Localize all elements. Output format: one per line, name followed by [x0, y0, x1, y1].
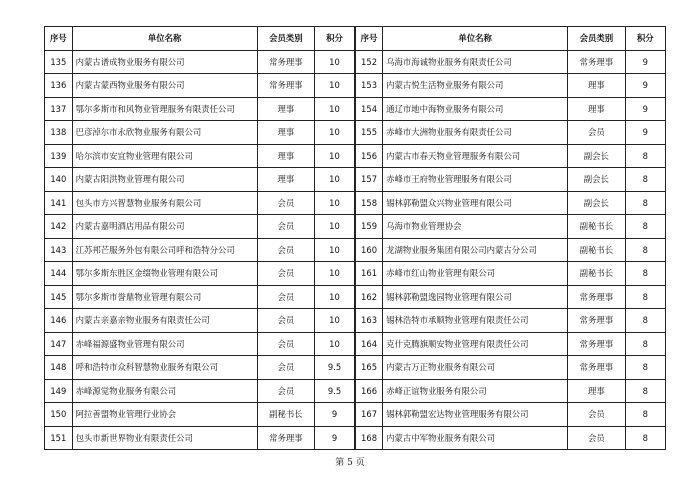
table-row — [45, 97, 666, 121]
member-type-right: 常务理事 — [568, 50, 625, 74]
member-name-right: 锡林郭勒盟逸园物业管理有限公司 — [383, 285, 568, 309]
member-no-left: 139 — [45, 144, 73, 168]
table-row — [45, 191, 666, 215]
member-score-right: 8 — [625, 215, 665, 239]
member-score-left: 10 — [315, 50, 355, 74]
member-name-left: 阿拉善盟物业管理行业协会 — [72, 403, 257, 427]
member-name-left: 内蒙古嘉明酒店用品有限公司 — [72, 215, 257, 239]
member-name-right: 内蒙古市春天物业管理服务有限公司 — [383, 144, 568, 168]
member-type-right: 副秘书长 — [568, 262, 625, 286]
table-header-row — [45, 27, 666, 51]
member-name-left: 内蒙古谱成物业服务有限公司 — [72, 50, 257, 74]
member-no-left: 151 — [45, 426, 73, 450]
member-no-right: 163 — [355, 309, 383, 333]
member-type-left: 会员 — [257, 356, 314, 380]
member-score-left: 10 — [315, 238, 355, 262]
member-name-left: 江苏邦芒服务外包有限公司呼和浩特分公司 — [72, 238, 257, 262]
member-no-left: 142 — [45, 215, 73, 239]
member-type-right: 理事 — [568, 379, 625, 403]
member-type-left: 常务理事 — [257, 50, 314, 74]
member-name-right: 锡林郭勒盟众兴物业管理有限公司 — [383, 191, 568, 215]
member-no-left: 148 — [45, 356, 73, 380]
member-name-right: 通辽市地中海物业服务有限公司 — [383, 97, 568, 121]
member-score-right: 8 — [625, 426, 665, 450]
table-row — [45, 262, 666, 286]
member-score-table — [44, 26, 666, 450]
member-score-right: 8 — [625, 356, 665, 380]
member-no-left: 136 — [45, 74, 73, 98]
member-type-right: 常务理事 — [568, 356, 625, 380]
member-type-left: 会员 — [257, 309, 314, 333]
table-row — [45, 74, 666, 98]
member-type-left: 理事 — [257, 97, 314, 121]
member-type-right: 常务理事 — [568, 332, 625, 356]
member-name-left: 赤峰福源盛物业管理有限公司 — [72, 332, 257, 356]
table-row — [45, 285, 666, 309]
member-no-right: 168 — [355, 426, 383, 450]
member-type-left: 理事 — [257, 144, 314, 168]
member-score-left: 10 — [315, 168, 355, 192]
header-score-right: 积分 — [625, 27, 665, 51]
member-type-left: 常务理事 — [257, 426, 314, 450]
member-no-left: 147 — [45, 332, 73, 356]
member-name-left: 鄂尔多斯市和风物业管理服务有限责任公司 — [72, 97, 257, 121]
header-type-right: 会员类别 — [568, 27, 625, 51]
member-name-left: 鄂尔多斯东胜区金缀物业管理有限公司 — [72, 262, 257, 286]
member-name-left: 赤峰源觉物业服务有限公司 — [72, 379, 257, 403]
member-type-right: 会员 — [568, 121, 625, 145]
table-body — [45, 50, 666, 450]
table-row — [45, 121, 666, 145]
table-row — [45, 309, 666, 333]
header-name-right: 单位名称 — [383, 27, 568, 51]
member-name-right: 锡林郭勒盟宏达物业管理服务有限公司 — [383, 403, 568, 427]
member-no-left: 144 — [45, 262, 73, 286]
member-name-right: 内蒙古悦生活物业服务有限公司 — [383, 74, 568, 98]
member-score-left: 10 — [315, 191, 355, 215]
table-row — [45, 356, 666, 380]
member-score-right: 8 — [625, 309, 665, 333]
member-score-left: 10 — [315, 144, 355, 168]
member-name-right: 克什克腾旗顺安物业管理有限责任公司 — [383, 332, 568, 356]
member-name-left: 包头市新世界物业有限责任公司 — [72, 426, 257, 450]
member-score-left: 10 — [315, 97, 355, 121]
member-score-right: 8 — [625, 238, 665, 262]
member-no-right: 167 — [355, 403, 383, 427]
member-name-left: 包头市方兴智慧物业服务有限公司 — [72, 191, 257, 215]
member-name-right: 赤峰市王府物业管理服务有限公司 — [383, 168, 568, 192]
member-score-right: 9 — [625, 50, 665, 74]
header-name-left: 单位名称 — [72, 27, 257, 51]
member-score-right: 9 — [625, 74, 665, 98]
member-no-left: 140 — [45, 168, 73, 192]
member-type-left: 会员 — [257, 238, 314, 262]
member-no-left: 137 — [45, 97, 73, 121]
member-name-right: 锡林浩特市承顺物业管理有限责任公司 — [383, 309, 568, 333]
member-type-left: 常务理事 — [257, 74, 314, 98]
member-no-left: 146 — [45, 309, 73, 333]
member-type-right: 副会长 — [568, 191, 625, 215]
member-no-right: 155 — [355, 121, 383, 145]
member-score-right: 8 — [625, 403, 665, 427]
member-score-left: 9.5 — [315, 379, 355, 403]
member-name-left: 内蒙古亲嘉亲物业服务有限责任公司 — [72, 309, 257, 333]
table-row — [45, 426, 666, 450]
member-type-right: 理事 — [568, 97, 625, 121]
member-no-right: 162 — [355, 285, 383, 309]
member-type-left: 会员 — [257, 215, 314, 239]
member-no-right: 157 — [355, 168, 383, 192]
member-name-left: 内蒙古蒙西物业服务有限公司 — [72, 74, 257, 98]
member-no-right: 160 — [355, 238, 383, 262]
member-name-right: 赤峰市大洲物业服务有限责任公司 — [383, 121, 568, 145]
member-score-left: 10 — [315, 332, 355, 356]
member-name-left: 鄂尔多斯市誉鼎物业管理有限公司 — [72, 285, 257, 309]
member-no-left: 138 — [45, 121, 73, 145]
member-no-right: 158 — [355, 191, 383, 215]
member-type-right: 常务理事 — [568, 285, 625, 309]
member-score-right: 8 — [625, 332, 665, 356]
table-row — [45, 144, 666, 168]
member-no-right: 165 — [355, 356, 383, 380]
member-no-right: 159 — [355, 215, 383, 239]
member-type-left: 理事 — [257, 121, 314, 145]
member-name-right: 赤峰正谊物业服务有限公司 — [383, 379, 568, 403]
member-no-left: 141 — [45, 191, 73, 215]
member-score-left: 10 — [315, 309, 355, 333]
member-type-left: 理事 — [257, 168, 314, 192]
member-name-right: 内蒙古中军物业服务有限公司 — [383, 426, 568, 450]
member-score-right: 9 — [625, 97, 665, 121]
member-score-right: 9 — [625, 121, 665, 145]
member-name-right: 乌海市海诚物业服务有限责任公司 — [383, 50, 568, 74]
member-name-left: 内蒙古阳洪物业管理有限公司 — [72, 168, 257, 192]
member-score-right: 8 — [625, 168, 665, 192]
table-row — [45, 238, 666, 262]
member-name-left: 哈尔滨市安宜物业管理有限公司 — [72, 144, 257, 168]
member-type-right: 副秘书长 — [568, 215, 625, 239]
member-score-left: 10 — [315, 121, 355, 145]
member-no-right: 164 — [355, 332, 383, 356]
member-name-right: 乌海市物业管理协会 — [383, 215, 568, 239]
page-number: 第 5 页 — [335, 458, 365, 468]
header-score-left: 积分 — [315, 27, 355, 51]
member-no-right: 166 — [355, 379, 383, 403]
member-type-left: 会员 — [257, 332, 314, 356]
member-name-right: 内蒙古万正物业服务有限公司 — [383, 356, 568, 380]
member-type-right: 副秘书长 — [568, 238, 625, 262]
member-score-left: 10 — [315, 285, 355, 309]
member-score-right: 8 — [625, 285, 665, 309]
member-type-right: 会员 — [568, 403, 625, 427]
member-name-right: 赤峰市红山物业管理有限公司 — [383, 262, 568, 286]
member-type-left: 会员 — [257, 262, 314, 286]
table-row — [45, 50, 666, 74]
table-row — [45, 168, 666, 192]
member-score-left: 10 — [315, 74, 355, 98]
member-type-right: 副会长 — [568, 144, 625, 168]
header-type-left: 会员类别 — [257, 27, 314, 51]
member-score-left: 10 — [315, 262, 355, 286]
member-no-right: 152 — [355, 50, 383, 74]
member-name-right: 龙湖物业服务集团有限公司内蒙古分公司 — [383, 238, 568, 262]
member-type-right: 会员 — [568, 426, 625, 450]
member-no-left: 135 — [45, 50, 73, 74]
member-score-right: 8 — [625, 379, 665, 403]
member-score-left: 9 — [315, 403, 355, 427]
member-score-right: 8 — [625, 262, 665, 286]
member-no-left: 149 — [45, 379, 73, 403]
member-type-left: 副秘书长 — [257, 403, 314, 427]
member-no-right: 153 — [355, 74, 383, 98]
member-type-right: 副会长 — [568, 168, 625, 192]
member-name-left: 巴彦淖尔市永欣物业服务有限公司 — [72, 121, 257, 145]
member-type-left: 会员 — [257, 379, 314, 403]
header-no-right: 序号 — [355, 27, 383, 51]
table-row — [45, 403, 666, 427]
member-score-left: 10 — [315, 215, 355, 239]
member-type-left: 会员 — [257, 191, 314, 215]
member-type-right: 理事 — [568, 74, 625, 98]
member-score-left: 9.5 — [315, 356, 355, 380]
member-no-right: 156 — [355, 144, 383, 168]
table-row — [45, 332, 666, 356]
member-score-right: 8 — [625, 191, 665, 215]
member-no-left: 145 — [45, 285, 73, 309]
member-score-left: 9 — [315, 426, 355, 450]
table-row — [45, 215, 666, 239]
member-score-right: 8 — [625, 144, 665, 168]
member-no-left: 143 — [45, 238, 73, 262]
member-no-right: 161 — [355, 262, 383, 286]
table-row — [45, 379, 666, 403]
member-type-left: 会员 — [257, 285, 314, 309]
member-type-right: 常务理事 — [568, 309, 625, 333]
header-no-left: 序号 — [45, 27, 73, 51]
member-no-left: 150 — [45, 403, 73, 427]
member-name-left: 呼和浩特市众科智慧物业服务有限公司 — [72, 356, 257, 380]
member-no-right: 154 — [355, 97, 383, 121]
